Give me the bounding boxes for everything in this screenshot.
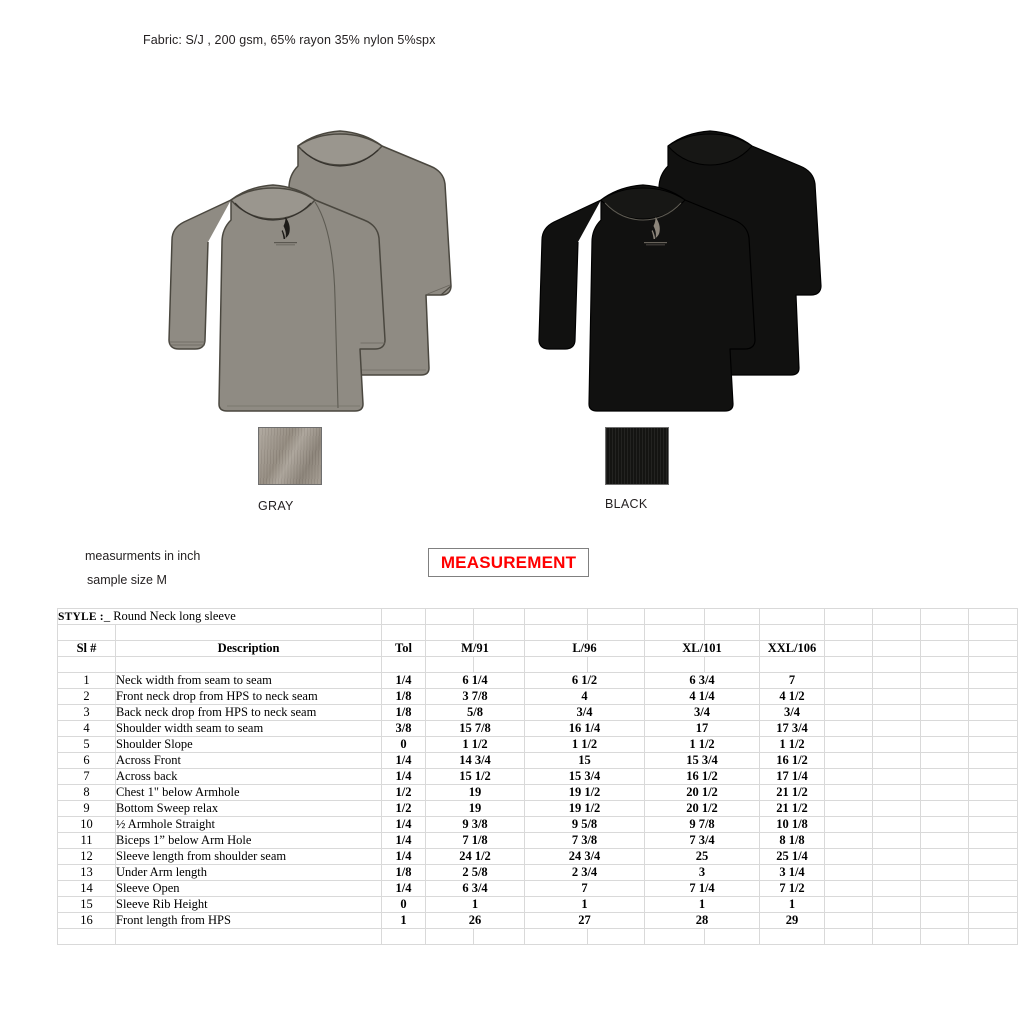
grid-cell [116,625,382,641]
style-key: STYLE : [58,611,104,623]
table-row [58,897,1018,913]
col-header-sl: Sl # [58,641,116,657]
col-header-empty [825,641,873,657]
grid-cell [969,753,1018,769]
cell-xl: 3 [645,865,760,881]
cell-l: 27 [525,913,645,929]
cell-empty [921,849,969,865]
cell-empty [873,673,921,689]
grid-cell [474,657,525,673]
cell-xl: 15 3/4 [645,753,760,769]
grid-cell [969,865,1018,881]
style-cell [58,609,382,625]
cell-tol: 1/4 [382,753,426,769]
grid-cell [525,929,588,945]
table-row [58,913,1018,929]
grid-cell [969,929,1018,945]
cell-xl: 3/4 [645,705,760,721]
grid-cell [969,641,1018,657]
grid-cell [525,625,588,641]
cell-sl: 4 [58,721,116,737]
cell-m: 26 [426,913,525,929]
grid-cell [969,721,1018,737]
style-value: _ Round Neck long sleeve [103,609,236,623]
cell-empty [825,913,873,929]
grid-cell [116,929,382,945]
cell-m: 5/8 [426,705,525,721]
cell-empty [873,753,921,769]
cell-empty [873,785,921,801]
cell-empty [921,721,969,737]
cell-xxl: 4 1/2 [760,689,825,705]
cell-empty [825,881,873,897]
cell-xl: 28 [645,913,760,929]
cell-tol: 0 [382,737,426,753]
grid-cell [588,609,645,625]
cell-desc: Front length from HPS [116,913,382,929]
cell-xl: 1 1/2 [645,737,760,753]
cell-desc: Back neck drop from HPS to neck seam [116,705,382,721]
cell-xxl: 29 [760,913,825,929]
cell-empty [873,737,921,753]
cell-desc: Sleeve Open [116,881,382,897]
table-row [58,753,1018,769]
grid-cell [705,609,760,625]
cell-m: 9 3/8 [426,817,525,833]
cell-desc: Chest 1" below Armhole [116,785,382,801]
cell-xl: 17 [645,721,760,737]
grid-cell [426,929,474,945]
col-header-xxl: XXL/106 [760,641,825,657]
cell-empty [873,721,921,737]
grid-cell [873,625,921,641]
grid-cell [969,817,1018,833]
style-row [58,609,1018,625]
table-row [58,865,1018,881]
cell-sl: 15 [58,897,116,913]
cell-l: 1 [525,897,645,913]
colorway-gray [258,427,322,513]
grid-cell [760,609,825,625]
cell-empty [921,897,969,913]
cell-empty [921,801,969,817]
table-row [58,705,1018,721]
grid-cell [873,929,921,945]
table-row [58,801,1018,817]
cell-xl: 9 7/8 [645,817,760,833]
cell-empty [825,785,873,801]
cell-l: 15 [525,753,645,769]
grid-cell [873,657,921,673]
grid-cell [921,625,969,641]
cell-empty [825,705,873,721]
cell-empty [825,721,873,737]
cell-sl: 14 [58,881,116,897]
grid-cell [969,769,1018,785]
col-header-empty [873,641,921,657]
spacer-row [58,625,1018,641]
table-row [58,769,1018,785]
black-shirt-illustration [538,118,828,408]
grid-cell [426,657,474,673]
cell-empty [825,801,873,817]
grid-cell [969,833,1018,849]
cell-empty [873,865,921,881]
cell-l: 4 [525,689,645,705]
cell-desc: Sleeve length from shoulder seam [116,849,382,865]
cell-xxl: 3 1/4 [760,865,825,881]
cell-xxl: 8 1/8 [760,833,825,849]
cell-desc: Sleeve Rib Height [116,897,382,913]
cell-empty [921,865,969,881]
cell-sl: 10 [58,817,116,833]
cell-sl: 2 [58,689,116,705]
grid-cell [969,849,1018,865]
col-header-tol: Tol [382,641,426,657]
grid-cell [760,929,825,945]
cell-empty [921,673,969,689]
cell-xxl: 1 [760,897,825,913]
grid-cell [645,657,705,673]
cell-tol: 1/2 [382,785,426,801]
cell-xxl: 3/4 [760,705,825,721]
cell-empty [921,737,969,753]
grid-cell [382,929,426,945]
cell-sl: 9 [58,801,116,817]
grid-cell [969,705,1018,721]
cell-m: 19 [426,801,525,817]
grid-cell [825,609,873,625]
black-swatch [605,427,669,485]
table-header-row [58,641,1018,657]
cell-xxl: 17 3/4 [760,721,825,737]
col-header-description: Description [116,641,382,657]
table-tail-row [58,929,1018,945]
grid-cell [58,657,116,673]
cell-l: 1 1/2 [525,737,645,753]
cell-tol: 1/4 [382,833,426,849]
fabric-note: Fabric: S/J , 200 gsm, 65% rayon 35% nylon 5%spx [143,33,436,47]
cell-empty [873,705,921,721]
cell-tol: 1/4 [382,769,426,785]
cell-desc: Biceps 1” below Arm Hole [116,833,382,849]
grid-cell [825,929,873,945]
cell-xl: 16 1/2 [645,769,760,785]
grid-cell [705,929,760,945]
gray-shirt-illustration [168,118,458,408]
black-shirt-front-view [539,185,755,411]
cell-desc: Bottom Sweep relax [116,801,382,817]
cell-m: 19 [426,785,525,801]
cell-sl: 12 [58,849,116,865]
cell-empty [921,769,969,785]
grid-cell [474,625,525,641]
cell-tol: 1/8 [382,705,426,721]
cell-sl: 7 [58,769,116,785]
cell-tol: 1 [382,913,426,929]
cell-xl: 4 1/4 [645,689,760,705]
cell-empty [825,897,873,913]
cell-l: 6 1/2 [525,673,645,689]
table-row [58,689,1018,705]
cell-m: 2 5/8 [426,865,525,881]
cell-tol: 1/4 [382,673,426,689]
cell-l: 3/4 [525,705,645,721]
cell-xl: 25 [645,849,760,865]
cell-empty [921,705,969,721]
cell-empty [825,769,873,785]
grid-cell [705,625,760,641]
grid-cell [525,609,588,625]
cell-l: 16 1/4 [525,721,645,737]
grid-cell [426,625,474,641]
cell-m: 6 3/4 [426,881,525,897]
grid-cell [645,929,705,945]
cell-sl: 5 [58,737,116,753]
grid-cell [969,625,1018,641]
cell-xxl: 21 1/2 [760,801,825,817]
table-row [58,881,1018,897]
black-shirt-svg [538,118,828,408]
cell-empty [921,833,969,849]
cell-empty [825,817,873,833]
cell-l: 15 3/4 [525,769,645,785]
cell-sl: 6 [58,753,116,769]
cell-empty [873,849,921,865]
grid-cell [382,609,426,625]
sample-size-note: sample size M [87,573,167,587]
cell-xl: 7 1/4 [645,881,760,897]
cell-m: 1 [426,897,525,913]
cell-sl: 8 [58,785,116,801]
cell-m: 1 1/2 [426,737,525,753]
grid-cell [969,881,1018,897]
cell-empty [873,817,921,833]
cell-sl: 1 [58,673,116,689]
cell-empty [921,785,969,801]
grid-cell [921,609,969,625]
grid-cell [969,801,1018,817]
grid-cell [969,737,1018,753]
cell-empty [873,833,921,849]
col-header-xl: XL/101 [645,641,760,657]
cell-tol: 1/2 [382,801,426,817]
grid-cell [382,657,426,673]
cell-sl: 11 [58,833,116,849]
cell-empty [825,833,873,849]
gray-shirt-svg [168,118,458,408]
cell-empty [873,897,921,913]
grid-cell [426,609,474,625]
cell-tol: 3/8 [382,721,426,737]
cell-m: 15 1/2 [426,769,525,785]
cell-empty [873,801,921,817]
gray-swatch [258,427,322,485]
cell-l: 19 1/2 [525,785,645,801]
cell-xl: 20 1/2 [645,785,760,801]
cell-xxl: 1 1/2 [760,737,825,753]
cell-m: 6 1/4 [426,673,525,689]
cell-empty [825,849,873,865]
cell-empty [921,753,969,769]
cell-xxl: 21 1/2 [760,785,825,801]
cell-tol: 1/4 [382,849,426,865]
grid-cell [705,657,760,673]
grid-cell [969,897,1018,913]
cell-sl: 3 [58,705,116,721]
cell-desc: ½ Armhole Straight [116,817,382,833]
cell-empty [921,913,969,929]
garment-illustrations [0,110,1024,410]
table-row [58,721,1018,737]
cell-m: 15 7/8 [426,721,525,737]
grid-cell [588,625,645,641]
grid-cell [588,657,645,673]
cell-xxl: 7 1/2 [760,881,825,897]
table-row [58,849,1018,865]
black-swatch-label: BLACK [605,497,648,511]
grid-cell [58,929,116,945]
table-row [58,737,1018,753]
grid-cell [474,929,525,945]
cell-empty [825,689,873,705]
cell-sl: 13 [58,865,116,881]
grid-cell [873,609,921,625]
table-row [58,833,1018,849]
cell-l: 2 3/4 [525,865,645,881]
grid-cell [525,657,588,673]
cell-l: 24 3/4 [525,849,645,865]
col-header-empty [921,641,969,657]
cell-empty [921,817,969,833]
cell-tol: 1/8 [382,865,426,881]
grid-cell [645,625,705,641]
grid-cell [116,657,382,673]
table-row [58,785,1018,801]
grid-cell [760,657,825,673]
grid-cell [969,657,1018,673]
grid-cell [969,785,1018,801]
cell-empty [921,689,969,705]
cell-empty [873,881,921,897]
cell-tol: 1/4 [382,881,426,897]
grid-cell [825,657,873,673]
cell-sl: 16 [58,913,116,929]
grid-cell [760,625,825,641]
cell-m: 7 1/8 [426,833,525,849]
grid-cell [588,929,645,945]
cell-l: 9 5/8 [525,817,645,833]
cell-l: 19 1/2 [525,801,645,817]
table-row [58,817,1018,833]
col-header-l: L/96 [525,641,645,657]
cell-tol: 0 [382,897,426,913]
grid-cell [921,657,969,673]
cell-xxl: 16 1/2 [760,753,825,769]
cell-l: 7 [525,881,645,897]
cell-empty [825,673,873,689]
colorway-black [605,427,669,511]
cell-empty [825,737,873,753]
grid-cell [969,673,1018,689]
grid-cell [969,609,1018,625]
cell-desc: Across Front [116,753,382,769]
grid-cell [969,689,1018,705]
cell-m: 14 3/4 [426,753,525,769]
cell-xxl: 17 1/4 [760,769,825,785]
cell-l: 7 3/8 [525,833,645,849]
cell-desc: Under Arm length [116,865,382,881]
units-note: measurments in inch [85,549,201,563]
grid-cell [382,625,426,641]
cell-desc: Neck width from seam to seam [116,673,382,689]
grid-cell [921,929,969,945]
col-header-m: M/91 [426,641,525,657]
cell-desc: Front neck drop from HPS to neck seam [116,689,382,705]
cell-desc: Shoulder width seam to seam [116,721,382,737]
cell-xxl: 10 1/8 [760,817,825,833]
cell-xl: 6 3/4 [645,673,760,689]
cell-empty [825,753,873,769]
cell-tol: 1/4 [382,817,426,833]
cell-xl: 7 3/4 [645,833,760,849]
grid-cell [969,913,1018,929]
measurement-table [57,608,1018,945]
cell-empty [825,865,873,881]
cell-m: 24 1/2 [426,849,525,865]
cell-xl: 1 [645,897,760,913]
grid-cell [825,625,873,641]
cell-xxl: 25 1/4 [760,849,825,865]
cell-empty [873,689,921,705]
cell-empty [921,881,969,897]
cell-empty [873,769,921,785]
measurement-sheet [57,608,1017,945]
cell-xxl: 7 [760,673,825,689]
cell-empty [873,913,921,929]
cell-desc: Across back [116,769,382,785]
cell-xl: 20 1/2 [645,801,760,817]
table-row [58,673,1018,689]
table-blank-row [58,657,1018,673]
measurement-badge: MEASUREMENT [428,548,589,577]
cell-m: 3 7/8 [426,689,525,705]
gray-swatch-label: GRAY [258,499,294,513]
grid-cell [58,625,116,641]
cell-tol: 1/8 [382,689,426,705]
grid-cell [645,609,705,625]
cell-desc: Shoulder Slope [116,737,382,753]
gray-shirt-front-view [169,185,385,411]
grid-cell [474,609,525,625]
